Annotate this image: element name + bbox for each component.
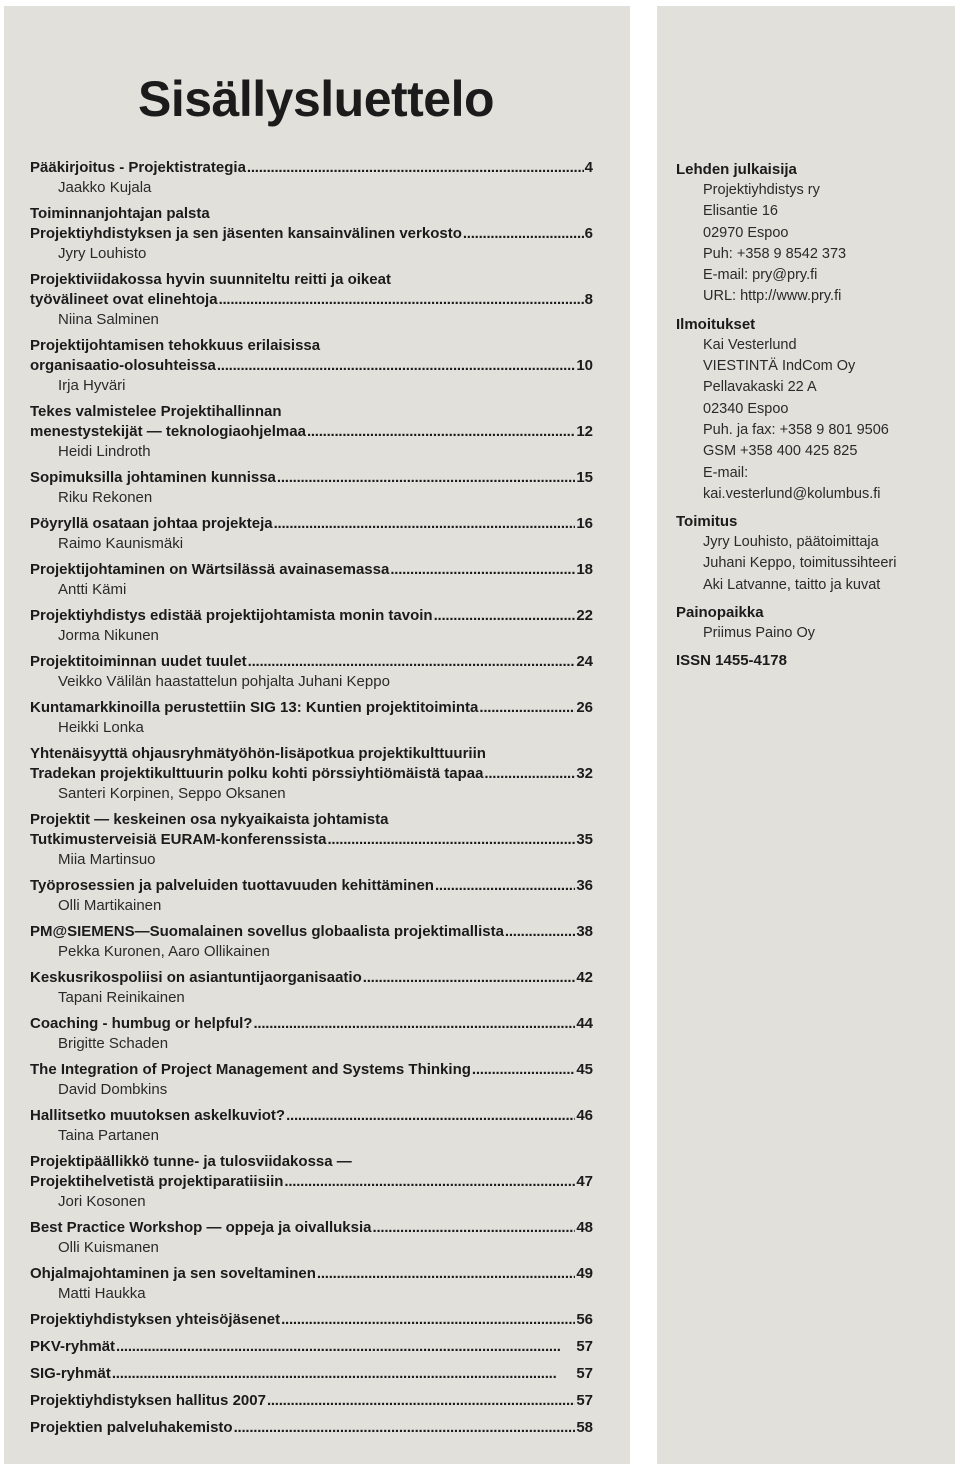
toc-entry-title: Työprosessien ja palveluiden tuottavuuden kehittäminen [30,877,434,894]
info-section [676,314,946,509]
toc-entry[interactable] [30,876,593,916]
toc-entry-title: PM@SIEMENS—Suomalainen sovellus globaalista projektimallista [30,923,504,940]
toc-page-number: 46 [576,1107,593,1124]
toc-entry-title: SIG-ryhmät [30,1365,111,1382]
info-line: Aki Latvanne, taitto ja kuvat [703,576,881,593]
dot-leader [484,764,575,784]
toc-page-number: 57 [576,1392,593,1409]
info-section [676,602,946,648]
toc-entry-author: Taina Partanen [58,1127,159,1144]
toc-entry-author: Raimo Kaunismäki [58,535,184,552]
dot-leader [284,1172,575,1192]
info-line: URL: http://www.pry.fi [703,288,842,305]
toc-entry-title: Projektiyhdistyksen yhteisöjäsenet [30,1311,281,1328]
publisher-info [676,157,946,675]
info-line: kai.vesterlund@kolumbus.fi [703,485,881,502]
info-line: Pellavakaski 22 A [703,379,817,396]
toc-entry[interactable] [30,810,593,870]
dot-leader [286,1106,575,1126]
toc-page-number: 16 [576,515,593,532]
toc-entry-author: Olli Martikainen [58,897,162,914]
toc-page-number: 49 [576,1265,593,1282]
toc-page-number: 18 [576,561,593,578]
toc-entry-author: Miia Martinsuo [58,851,156,868]
info-line: GSM +358 400 425 825 [703,443,858,460]
info-line: Elisantie 16 [703,203,778,220]
toc-entry[interactable] [30,1418,593,1438]
toc-entry[interactable] [30,1310,593,1330]
toc-entry[interactable] [30,1152,593,1212]
dot-leader [472,1060,575,1080]
dot-leader [327,830,575,850]
dot-leader [317,1264,575,1284]
toc-entry-title: Sopimuksilla johtaminen kunnissa [30,469,276,486]
toc-entry-author: Riku Rekonen [58,489,153,506]
toc-entry-author: Heikki Lonka [58,719,144,736]
toc-entry-title: PKV-ryhmät [30,1338,116,1355]
toc-page-number: 57 [576,1365,593,1382]
dot-leader [112,1364,575,1384]
dot-leader [217,356,575,376]
info-section-title: Toimitus [676,513,738,531]
toc-entry[interactable] [30,1264,593,1304]
toc-entry-title: työvälineet ovat elinehtoja [30,291,218,308]
toc-entry[interactable] [30,514,593,554]
dot-leader [505,922,575,942]
toc-entry[interactable] [30,1060,593,1100]
dot-leader [253,1014,575,1034]
toc-entry-author: Santeri Korpinen, Seppo Oksanen [58,785,286,802]
toc-entry[interactable] [30,336,593,396]
info-section-title: Lehden julkaisija [676,161,797,178]
toc-entry[interactable] [30,204,593,264]
toc-entry-author: Jorma Nikunen [58,627,159,644]
toc-entry[interactable] [30,158,593,198]
dot-leader [363,968,576,988]
info-line: Projektiyhdistys ry [703,182,820,198]
toc-entry-author: Brigitte Schaden [58,1035,169,1052]
toc-entry-author: David Dombkins [58,1081,168,1098]
dot-leader [373,1218,576,1238]
toc-entry-title: Projektitoiminnan uudet tuulet [30,653,247,670]
info-line: Puh: +358 9 8542 373 [703,245,847,262]
toc-page-number: 56 [576,1311,593,1328]
toc-entry-author: Irja Hyväri [58,377,126,394]
toc-entry-title: Kuntamarkkinoilla perustettiin SIG 13: Kuntien projektitoiminta [30,699,479,716]
toc-entry[interactable] [30,402,593,462]
toc-entry-title: Keskusrikospoliisi on asiantuntijaorganisaatio [30,969,362,986]
toc-entry-author: Tapani Reinikainen [58,989,185,1006]
toc-page-number: 8 [584,291,593,308]
page-title: Sisällysluettelo [138,71,495,127]
dot-leader [219,290,584,310]
toc-entry-title: The Integration of Project Management and Systems Thinking [30,1061,471,1078]
info-section-title: ISSN 1455-4178 [676,652,787,670]
dot-leader [281,1310,575,1330]
toc-entry-title: Projektiyhdistyksen ja sen jäsenten kansainvälinen verkosto [30,225,462,242]
toc-entry-title: Projektipäällikkö tunne- ja tulosviidakossa — [30,1153,352,1170]
dot-leader [247,158,584,178]
toc-entry-title: Hallitsetko muutoksen askelkuviot? [30,1107,286,1124]
toc-entry-author: Matti Haukka [58,1285,146,1302]
toc-page-number: 58 [576,1419,593,1436]
info-line: Jyry Louhisto, päätoimittaja [703,534,879,551]
dot-leader [463,224,584,244]
toc-page-number: 38 [576,923,593,940]
toc-entry-title: Ohjalmajohtaminen ja sen soveltaminen [30,1265,316,1282]
dot-leader [267,1391,575,1411]
toc-page-number: 47 [576,1173,593,1190]
info-line: VIESTINTÄ IndCom Oy [703,358,856,375]
info-line: Priimus Paino Oy [703,625,816,642]
dot-leader [234,1418,576,1438]
toc-entry-title: Projektiyhdistyksen hallitus 2007 [30,1392,266,1409]
toc-page-number: 22 [576,607,593,624]
info-line: 02340 Espoo [703,400,789,417]
toc-entry[interactable] [30,606,593,646]
toc-page-number: 24 [576,653,593,670]
toc-entry-title: organisaatio-olosuhteissa [30,357,216,374]
toc-page-number: 36 [576,877,593,894]
toc-entry-author: Jyry Louhisto [58,245,147,262]
dot-leader [390,560,575,580]
toc-entry-title: Projektit — keskeinen osa nykyaikaista johtamista [30,811,389,828]
dot-leader [435,876,575,896]
toc-entry-author: Veikko Välilän haastattelun pohjalta Juhani Keppo [58,673,390,690]
toc-entry[interactable] [30,968,593,1008]
toc-entry-title: Yhtenäisyyttä ohjausryhmätyöhön-lisäpotkua projektikulttuuriin [30,745,486,762]
toc-entry-title: Coaching - humbug or helpful? [30,1015,253,1032]
toc-page-number: 57 [576,1338,593,1355]
toc-page-number: 10 [576,357,593,374]
toc-page-number: 26 [576,699,593,716]
toc-page-number: 32 [576,765,593,782]
dot-leader [274,514,576,534]
toc-page-number: 44 [576,1015,593,1032]
toc-entry[interactable] [30,922,593,962]
toc-page-number: 42 [576,969,593,986]
toc-entry[interactable] [30,1337,593,1357]
info-section [676,159,946,312]
toc-entry[interactable] [30,1014,593,1054]
info-line: 02970 Espoo [703,224,789,241]
toc-entry-title: Pääkirjoitus - Projektistrategia [30,159,246,176]
toc-entry[interactable] [30,468,593,508]
toc-entry-title: Pöyryllä osataan johtaa projekteja [30,515,273,532]
toc-page-number: 48 [576,1219,593,1236]
info-section-title: Ilmoitukset [676,315,756,333]
info-line: Juhani Keppo, toimitussihteeri [703,555,897,572]
dot-leader [248,652,576,672]
toc-entry-author: Pekka Kuronen, Aaro Ollikainen [58,943,270,960]
toc-page-number: 15 [576,469,593,486]
toc-page-number: 6 [584,225,593,242]
toc-entry-author: Heidi Lindroth [58,443,151,460]
toc-entry-author: Olli Kuismanen [58,1239,159,1256]
dot-leader [434,606,576,626]
info-line: E-mail: pry@pry.fi [703,267,818,284]
toc-entry-title: Projektiyhdistys edistää projektijohtamista monin tavoin [30,607,433,624]
toc-entry-author: Niina Salminen [58,311,159,328]
info-line: Puh. ja fax: +358 9 801 9506 [703,421,889,438]
toc-entry-title: Projektijohtamisen tehokkuus erilaisissa [30,337,321,354]
info-section-title: Painopaikka [676,604,764,622]
toc-entry-title: Projektijohtaminen on Wärtsilässä avainasemassa [30,561,390,578]
toc-entry[interactable] [30,698,593,738]
toc-entry-title: Toiminnanjohtajan palsta [30,205,210,222]
toc-entry[interactable] [30,1218,593,1258]
dot-leader [116,1337,575,1357]
toc-entry-author: Antti Kämi [58,581,127,598]
toc-entry-title: Tradekan projektikulttuurin polku kohti pörssiyhtiömäistä tapaa [30,765,484,782]
toc-entry[interactable] [30,744,593,804]
toc-page-number: 4 [584,159,593,176]
toc-entry-title: Tekes valmistelee Projektihallinnan [30,403,282,420]
toc-entry[interactable] [30,652,593,692]
toc-entry-author: Jori Kosonen [58,1193,146,1210]
toc-entry-title: Tutkimusterveisiä EURAM-konferenssista [30,831,327,848]
info-line: Kai Vesterlund [703,336,797,353]
dot-leader [307,422,575,442]
toc-entry-title: Projektihelvetistä projektiparatiisiin [30,1173,284,1190]
toc-entry-author: Jaakko Kujala [58,179,152,196]
toc-page-number: 12 [576,423,593,440]
toc-entry[interactable] [30,560,593,600]
toc-entry-title: Projektien palveluhakemisto [30,1419,233,1436]
info-section [676,650,946,675]
toc-entry[interactable] [30,1391,593,1411]
toc-page-number: 45 [576,1061,593,1078]
dot-leader [479,698,575,718]
info-line: E-mail: [703,464,749,481]
toc-entry[interactable] [30,270,593,330]
toc-entry[interactable] [30,1106,593,1146]
toc-entry[interactable] [30,1364,593,1384]
toc-entry-title: menestystekijät — teknologiaohjelmaa [30,423,306,440]
toc-entry-title: Projektiviidakossa hyvin suunniteltu reitti ja oikeat [30,271,391,288]
toc-entry-title: Best Practice Workshop — oppeja ja oivalluksia [30,1219,372,1236]
info-section [676,511,946,600]
table-of-contents [30,158,593,1445]
toc-page-number: 35 [576,831,593,848]
dot-leader [277,468,575,488]
